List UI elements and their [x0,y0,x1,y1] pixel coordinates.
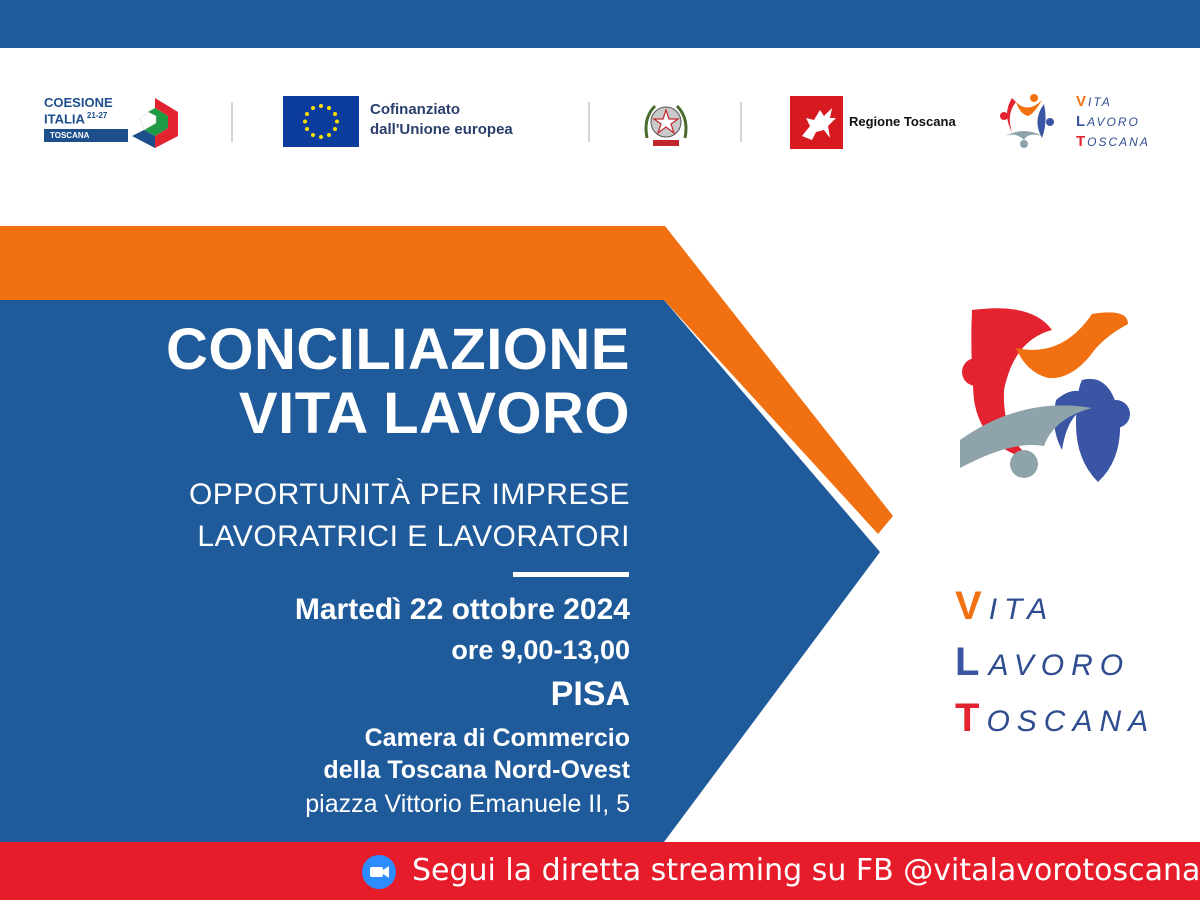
eu-cofinanced-text: Cofinanziato dall'Unione europea [370,101,513,138]
event-time: ore 9,00-13,00 [451,635,630,665]
event-city: PISA [550,675,630,713]
vita-lavoro-toscana-wordmark: VITA LAVORO TOSCANA [955,584,1156,740]
event-title: CONCILIAZIONE VITA LAVORO [165,317,630,446]
logo-separator [740,102,742,142]
coesione-cube-icon [130,96,180,148]
streaming-link-text[interactable]: Segui la diretta streaming su FB @vitalavorotoscana [412,853,1200,888]
event-date: Martedì 22 ottobre 2024 [294,593,630,626]
coesione-line1: COESIONE [44,95,113,110]
event-address: piazza Vittorio Emanuele II, 5 [305,790,630,818]
vita-lavoro-toscana-small-wordmark: VITA LAVORO TOSCANA [1076,93,1150,150]
event-subtitle: OPPORTUNITÀ PER IMPRESE LAVORATRICI E LAVORATORI [188,478,630,553]
toscana-pegasus-flag-icon [790,96,843,149]
logo-separator [231,102,233,142]
vita-lavoro-toscana-small-logo-icon [998,92,1058,148]
top-blue-bar [0,0,1200,48]
coesione-line2: ITALIA $^{21-27}$ [44,111,108,127]
coesione-italia-logo [44,94,184,150]
coesione-years: 21-27 [86,111,108,120]
event-venue: Camera di Commercio della Toscana Nord-Ovest [323,724,630,784]
regione-toscana-label: Regione Toscana [849,114,956,129]
video-camera-icon [362,855,396,889]
italian-republic-emblem-icon [641,96,691,152]
vita-lavoro-toscana-logo-icon [952,300,1142,490]
logo-separator [588,102,590,142]
eu-flag-icon [283,96,359,147]
divider [513,572,629,577]
coesione-region-label: TOSCANA [44,129,128,142]
